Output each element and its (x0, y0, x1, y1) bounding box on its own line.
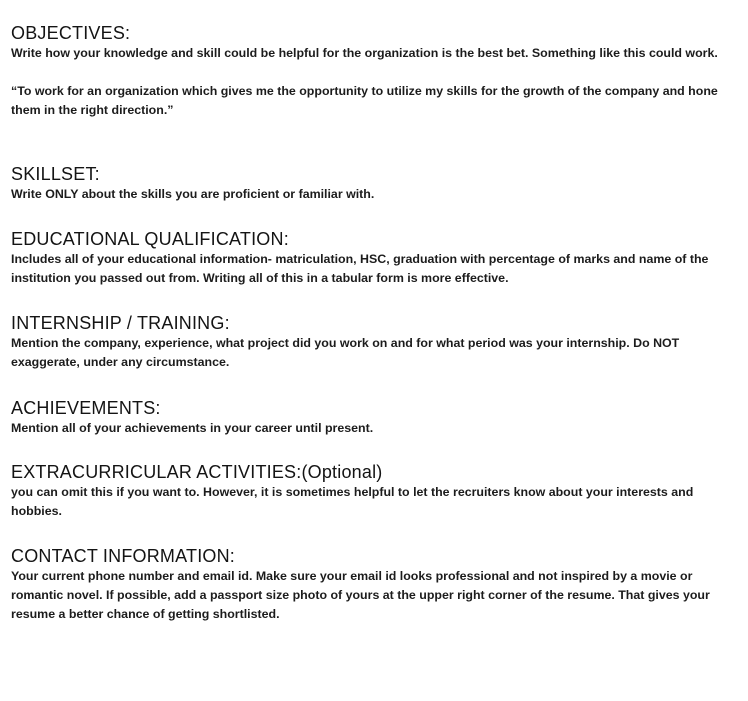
objectives-heading: OBJECTIVES: (11, 23, 131, 43)
education-heading: EDUCATIONAL QUALIFICATION: (11, 229, 289, 249)
education-body: Includes all of your educational information- matriculation, HSC, graduation with percentage of marks and name of the institution you passed out from. Writing all of this in a tabular form is more effective. (11, 252, 709, 285)
objectives-quote: “To work for an organization which gives me the opportunity to utilize my skills for the growth of the company and hone them in the right direction.” (11, 84, 718, 117)
skillset-heading: SKILLSET: (11, 164, 100, 184)
education-section (11, 228, 741, 288)
objectives-body: Write how your knowledge and skill could be helpful for the organization is the best bet. Something like this could work. (11, 46, 718, 60)
internship-heading: INTERNSHIP / TRAINING: (11, 313, 230, 333)
extracurricular-section (11, 461, 741, 521)
skillset-section (11, 163, 741, 204)
internship-section (11, 312, 741, 372)
contact-section (11, 545, 741, 624)
achievements-body: Mention all of your achievements in your career until present. (11, 421, 374, 435)
extracurricular-body: you can omit this if you want to. However, it is sometimes helpful to let the recruiters know about your interests and hobbies. (11, 485, 694, 518)
internship-body: Mention the company, experience, what project did you work on and for what period was your internship. Do NOT exaggerate, under any circumstance. (11, 336, 680, 369)
skillset-body: Write ONLY about the skills you are proficient or familiar with. (11, 187, 375, 201)
contact-body: Your current phone number and email id. Make sure your email id looks professional and not inspired by a movie or romantic novel. If possible, add a passport size photo of yours at the upper right corner of the resume. That gives your resume a better chance of getting shortlisted. (11, 569, 710, 621)
achievements-section (11, 397, 741, 438)
achievements-heading: ACHIEVEMENTS: (11, 398, 161, 418)
extracurricular-heading: EXTRACURRICULAR ACTIVITIES:(Optional) (11, 462, 383, 482)
objectives-section (11, 22, 741, 120)
contact-heading: CONTACT INFORMATION: (11, 546, 235, 566)
